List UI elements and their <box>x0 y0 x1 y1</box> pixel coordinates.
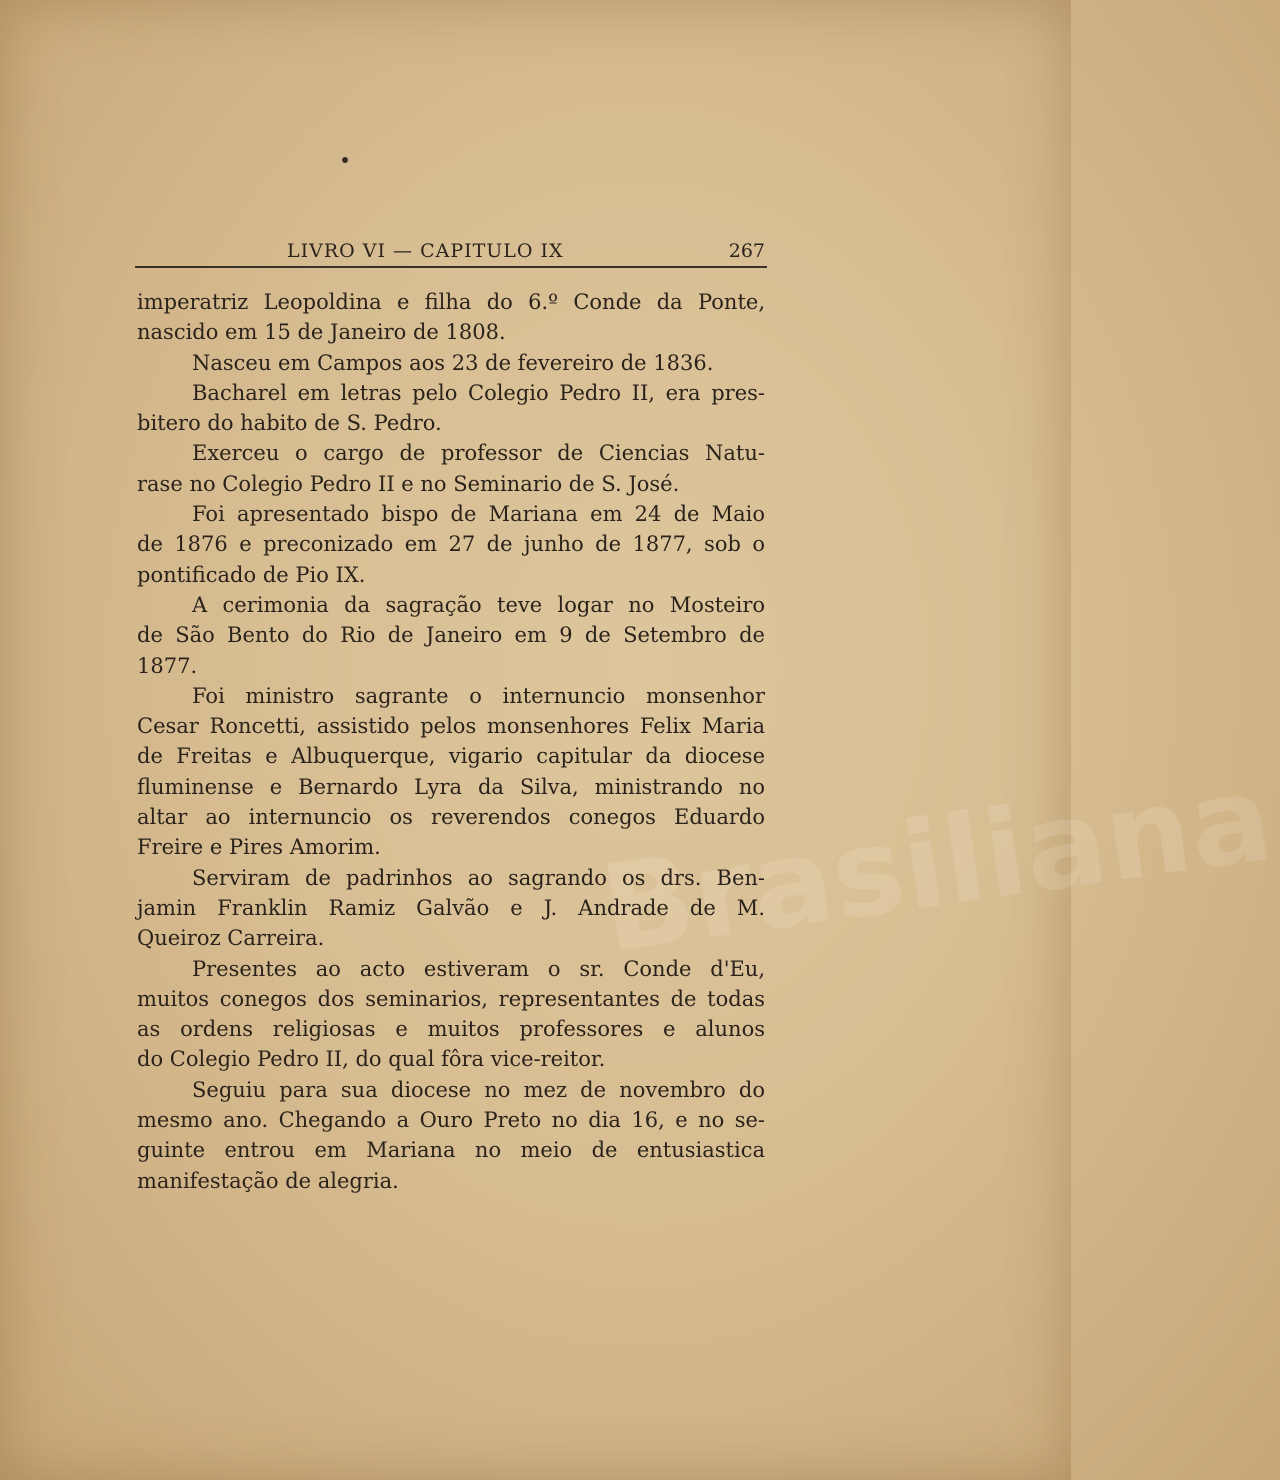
text-line: de 1876 e preconizado em 27 de junho de 1877, sob o <box>137 532 765 557</box>
text-line: Foi ministro sagrante o internuncio monsenhor <box>192 683 765 708</box>
text-line: bitero do habito de S. Pedro. <box>137 411 442 436</box>
library-watermark: Brasiliana <box>593 748 1280 981</box>
text-line: nascido em 15 de Janeiro de 1808. <box>137 320 506 345</box>
text-line: manifestação de alegria. <box>137 1168 399 1193</box>
text-line: Serviram de padrinhos ao sagrando os drs. Ben- <box>192 865 765 890</box>
text-line: Seguiu para sua diocese no mez de novembro do <box>192 1077 765 1102</box>
text-line: Exerceu o cargo de professor de Ciencias Natu- <box>192 441 765 466</box>
page-header <box>135 238 767 268</box>
text-line: Presentes ao acto estiveram o sr. Conde d'Eu, <box>192 956 765 981</box>
text-line: guinte entrou em Mariana no meio de entusiastica <box>137 1138 765 1163</box>
running-title: LIVRO VI — CAPITULO IX <box>287 240 564 262</box>
text-line: de Freitas e Albuquerque, vigario capitular da diocese <box>137 744 765 769</box>
text-line: as ordens religiosas e muitos professores e alunos <box>137 1017 765 1042</box>
ink-speck <box>342 157 348 163</box>
text-line: Nasceu em Campos aos 23 de fevereiro de 1836. <box>192 350 714 375</box>
text-line: Bacharel em letras pelo Colegio Pedro II, era pres- <box>192 380 765 405</box>
text-line: altar ao internuncio os reverendos conegos Eduardo <box>137 805 765 830</box>
text-line: A cerimonia da sagração teve logar no Mosteiro <box>192 592 765 617</box>
text-line: fluminense e Bernardo Lyra da Silva, ministrando no <box>137 774 765 799</box>
text-line: Freire e Pires Amorim. <box>137 835 381 860</box>
body-text <box>137 287 765 1196</box>
text-line: do Colegio Pedro II, do qual fôra vice-reitor. <box>137 1047 606 1072</box>
page-number: 267 <box>728 240 765 262</box>
text-line: jamin Franklin Ramiz Galvão e J. Andrade de M. <box>137 895 765 920</box>
text-line: rase no Colegio Pedro II e no Seminario de S. José. <box>137 471 680 496</box>
text-line: de São Bento do Rio de Janeiro em 9 de Setembro de <box>137 623 765 648</box>
text-line: Foi apresentado bispo de Mariana em 24 de Maio <box>192 502 765 527</box>
text-line: mesmo ano. Chegando a Ouro Preto no dia 16, e no se- <box>137 1108 765 1133</box>
text-line: 1877. <box>137 653 198 678</box>
text-line: Queiroz Carreira. <box>137 926 325 951</box>
text-line: pontificado de Pio IX. <box>137 562 366 587</box>
text-line: imperatriz Leopoldina e filha do 6.º Conde da Ponte, <box>137 290 765 314</box>
text-line: Cesar Roncetti, assistido pelos monsenhores Felix Maria <box>137 714 765 739</box>
text-line: muitos conegos dos seminarios, representantes de todas <box>137 986 765 1011</box>
